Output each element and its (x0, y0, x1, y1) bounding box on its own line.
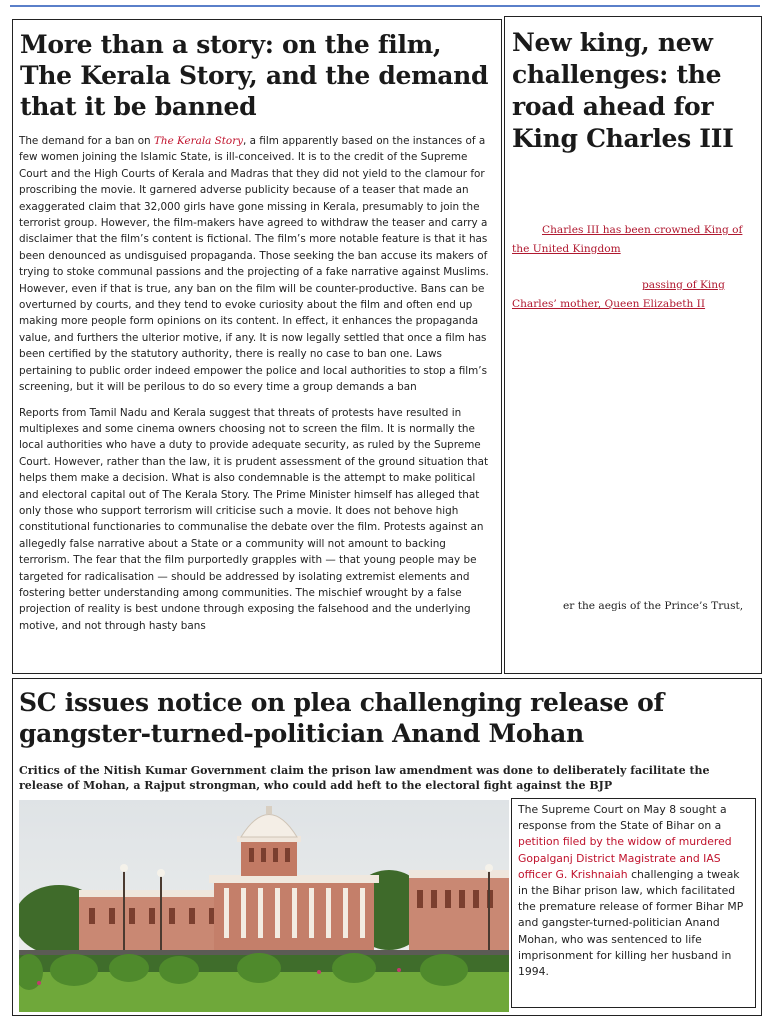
headline-anand-mohan: SC issues notice on plea challenging release of gangster-turned-politician Anand Mohan (19, 688, 664, 748)
coronation-link-block (512, 220, 757, 258)
headline-king-charles: New king, new challenges: the road ahead for King Charles III (512, 28, 734, 153)
article-subhead: Critics of the Nitish Kumar Government claim the prison law amendment was done to deliberately facilitate the release of Mohan, a Rajput strongman, who could add heft to the electoral fight against the BJP (19, 764, 710, 792)
queen-elizabeth-link[interactable]: passing of King Charles’ mother, Queen Elizabeth II (512, 279, 725, 310)
sidebar-paragraph (518, 802, 750, 980)
petition-link[interactable]: petition filed by the widow of murdered Gopalganj District Magistrate and IAS officer G. Krishnaiah (518, 835, 732, 881)
paragraph-1 (19, 133, 497, 396)
article-body (19, 133, 497, 634)
anand-mohan-sidebar (511, 798, 756, 1008)
sidebar-text: challenging a tweak in the Bihar prison law, which facilitated the premature release of former Bihar MP and gangster-turned-politician Anand Mohan, who was sentenced to life imprisonment for killing her husband in 1994. (518, 867, 744, 979)
top-rule (10, 5, 760, 7)
article-kerala-story (12, 19, 502, 674)
paragraph-2: Reports from Tamil Nadu and Kerala suggest that threats of protests have resulted in multiplexes and some cinema owners choosing not to screen the film. It is normally the local authorities who have a duty to provide adequate security, as ruled by the Supreme Court. However, rather than the law, it is prudent assessment of the ground situation that helps them make a decision. What is also condemnable is the attempt to make political and electoral capital out of The Kerala Story. The Prime Minister himself has alleged that only those who support terrorism will criticise such a movie. It does not behove high constitutional functionaries to communalise the debate over the film. Protests against an allegedly false narrative about a State or a community will not amount to backing terrorism. The fear that the film purportedly grapples with — that young people may be targeted for radicalisation — should be addressed by isolating extremist elements and fostering better understanding among communities. The mischief wrought by a false projection of reality is best undone through exposing the falsehood and the underlying motive, and not through hasty bans (19, 406, 489, 632)
paragraph-1-text: , a film apparently based on the instances of a few women joining the Islamic State, is ill-conceived. It is to the credit of the Supreme Court and the High Courts of Kerala and Madras that they did not yield to the clamour for proscribing the movie. It garnered adverse publicity because of a teaser that made an exaggerated claim that 32,000 girls have gone missing in Kerala, presumably to join the terrorist group. However, the film-makers have agreed to withdraw the teaser and carry a disclaimer that the film’s content is fictional. The film’s more notable feature is that it has been denounced as undisguised propaganda. Those seeking the ban accuse its makers of trying to stoke communal passions and the projecting of a fake narrative against Muslims. However, even if that is true, any ban on the film will be counter-productive. Bans can be overturned by courts, and they tend to evoke curiosity about the film and often end up making more people form opinions on its content. In effect, it enhances the propaganda value, and furthers the ulterior motive, if any. It is now legally settled that once a film has been certified by the statutory authority, there is really no case to ban one. Laws pertaining to public order indeed empower the police and local authorities to stop a film’s screening, but it will be perilous to do so every time a group demands a ban (19, 135, 489, 394)
supreme-court-illustration (19, 800, 509, 1012)
film-title-link[interactable]: The Kerala Story (153, 135, 244, 147)
queen-link-block (512, 275, 757, 313)
sidebar-lead: The Supreme Court on May 8 sought a response from the State of Bihar on a (518, 803, 727, 833)
article-anand-mohan (12, 678, 762, 1016)
article-king-charles (504, 16, 762, 674)
princes-trust-fragment: er the aegis of the Prince’s Trust, (563, 600, 744, 612)
paragraph-1-lead: The demand for a ban on (19, 135, 154, 147)
headline-kerala-story: More than a story: on the film, The Kerala Story, and the demand that it be banned (20, 30, 489, 121)
coronation-link[interactable]: Charles III has been crowned King of the United Kingdom (512, 224, 743, 255)
supreme-court-photo (19, 800, 509, 1012)
